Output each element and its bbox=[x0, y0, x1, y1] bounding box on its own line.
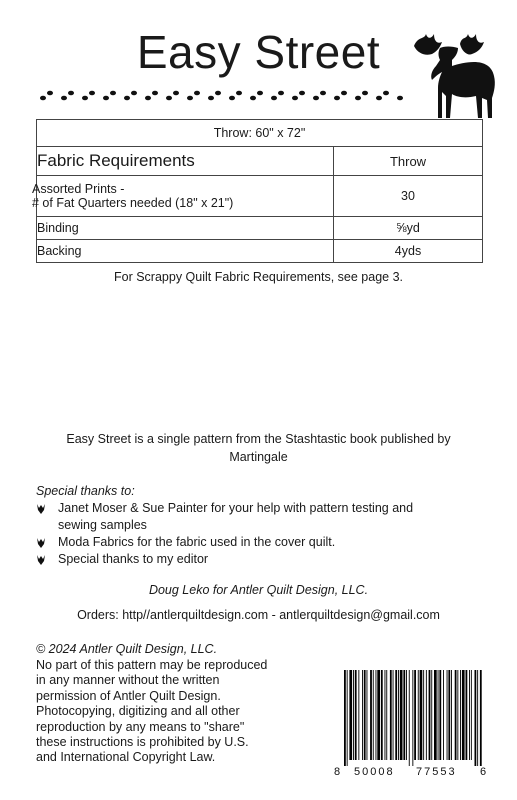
barcode-bar bbox=[420, 670, 423, 760]
barcode-bar bbox=[480, 670, 482, 766]
list-item-line: Special thanks to my editor bbox=[58, 552, 209, 566]
list-item bbox=[36, 551, 476, 568]
barcode-bar bbox=[438, 670, 439, 760]
barcode-bar bbox=[390, 670, 392, 760]
barcode-bar bbox=[477, 670, 478, 766]
table-row bbox=[37, 240, 483, 263]
barcode-bar bbox=[439, 670, 441, 760]
legal-line: reproduction by any means to "share" bbox=[36, 719, 245, 734]
barcode-bar bbox=[414, 670, 416, 760]
barcode-bar bbox=[353, 670, 354, 760]
barcode-bar bbox=[412, 670, 413, 766]
legal-line: No part of this pattern may be reproduced bbox=[36, 658, 268, 672]
column-header-throw: Throw bbox=[334, 147, 483, 176]
pattern-note-line: Easy Street is a single pattern from the Stashtastic book published by bbox=[66, 432, 451, 446]
table-row bbox=[37, 176, 483, 217]
barcode bbox=[330, 668, 490, 778]
barcode-bar bbox=[471, 670, 472, 760]
row-value: 30 bbox=[334, 176, 483, 217]
barcode-bar bbox=[398, 670, 399, 760]
antler-bullet-icon bbox=[36, 503, 46, 515]
barcode-digits: 8 bbox=[334, 766, 341, 778]
quilt-size-label: Throw: 60" x 72" bbox=[37, 120, 483, 147]
row-label bbox=[32, 176, 334, 217]
row-value: 4yds bbox=[334, 240, 483, 263]
barcode-bar bbox=[355, 670, 357, 760]
barcode-bar bbox=[429, 670, 431, 760]
table-row bbox=[37, 217, 483, 240]
barcode-bar bbox=[373, 670, 374, 760]
barcode-bar bbox=[409, 670, 410, 766]
pattern-note bbox=[40, 430, 477, 466]
row-label: Backing bbox=[37, 240, 334, 263]
list-item-line: sewing samples bbox=[58, 518, 147, 532]
author-credit: Doug Leko for Antler Quilt Design, LLC. bbox=[148, 583, 369, 597]
legal-line: and International Copyright Law. bbox=[36, 750, 216, 765]
barcode-bar bbox=[406, 670, 407, 760]
legal-notice bbox=[36, 658, 311, 766]
moose-icon bbox=[412, 32, 498, 120]
barcode-bar bbox=[400, 670, 403, 760]
barcode-bar bbox=[364, 670, 366, 760]
table-heading: Fabric Requirements bbox=[37, 147, 334, 176]
legal-line: these instructions is prohibited by U.S. bbox=[36, 735, 249, 750]
orders-line: Orders: http//antlerquiltdesign.com - antlerquiltdesign@gmail.com bbox=[77, 608, 440, 622]
list-item bbox=[36, 500, 476, 534]
antler-bullet-icon bbox=[36, 537, 46, 549]
barcode-bar bbox=[393, 670, 394, 760]
barcode-digits: 77553 bbox=[416, 766, 457, 778]
page-title: Easy Street bbox=[136, 26, 381, 78]
barcode-bar bbox=[448, 670, 450, 760]
barcode-bar bbox=[431, 670, 432, 760]
barcode-bar bbox=[455, 670, 457, 760]
row-label-line: # of Fat Quarters needed (18" x 21") bbox=[32, 196, 234, 210]
barcode-bar bbox=[457, 670, 458, 760]
barcode-bar bbox=[385, 670, 386, 760]
barcode-bar bbox=[418, 670, 419, 760]
thanks-list bbox=[36, 500, 476, 568]
table-header-row bbox=[37, 147, 483, 176]
barcode-bar bbox=[460, 670, 461, 760]
barcode-bar bbox=[349, 670, 352, 760]
row-value: ⅝yd bbox=[334, 217, 483, 240]
scrappy-note: For Scrappy Quilt Fabric Requirements, see page 3. bbox=[113, 270, 404, 284]
barcode-bar bbox=[403, 670, 405, 760]
thanks-title: Special thanks to: bbox=[36, 484, 135, 498]
barcode-bar bbox=[423, 670, 424, 760]
barcode-bar bbox=[426, 670, 427, 760]
barcode-digits: 6 bbox=[480, 766, 487, 778]
legal-line: permission of Antler Quilt Design. bbox=[36, 688, 221, 703]
barcode-bar bbox=[475, 670, 477, 766]
footprint-trail-icon bbox=[38, 86, 408, 104]
barcode-bar bbox=[347, 670, 348, 766]
barcode-bar bbox=[395, 670, 397, 760]
row-label-line: Assorted Prints - bbox=[32, 182, 125, 196]
antler-bullet-icon bbox=[36, 554, 46, 566]
legal-line: in any manner without the written bbox=[36, 673, 220, 688]
table-row bbox=[37, 120, 483, 147]
barcode-digits: 50008 bbox=[354, 766, 395, 778]
barcode-bar bbox=[443, 670, 444, 760]
barcode-bars bbox=[344, 670, 482, 766]
copyright-line: © 2024 Antler Quilt Design, LLC. bbox=[36, 642, 218, 656]
barcode-bar bbox=[358, 670, 359, 760]
barcode-bar bbox=[370, 670, 372, 760]
fabric-requirements-table bbox=[32, 119, 483, 263]
barcode-bar bbox=[469, 670, 470, 760]
pattern-note-line: Martingale bbox=[229, 450, 288, 464]
list-item-line: Moda Fabrics for the fabric used in the cover quilt. bbox=[58, 535, 336, 549]
barcode-bar bbox=[462, 670, 465, 760]
barcode-bar bbox=[466, 670, 468, 760]
barcode-bar bbox=[367, 670, 368, 760]
list-item bbox=[36, 534, 476, 551]
barcode-bar bbox=[447, 670, 448, 760]
barcode-bar bbox=[451, 670, 452, 760]
list-item-line: Janet Moser & Sue Painter for your help with pattern testing and bbox=[58, 501, 414, 515]
barcode-bar bbox=[381, 670, 383, 760]
barcode-bar bbox=[377, 670, 380, 760]
barcode-bar bbox=[376, 670, 377, 760]
barcode-bar bbox=[434, 670, 437, 760]
barcode-bar bbox=[386, 670, 387, 760]
row-label: Binding bbox=[37, 217, 334, 240]
barcode-bar bbox=[344, 670, 346, 766]
barcode-bar bbox=[362, 670, 363, 760]
legal-line: Photocopying, digitizing and all other bbox=[36, 704, 240, 719]
